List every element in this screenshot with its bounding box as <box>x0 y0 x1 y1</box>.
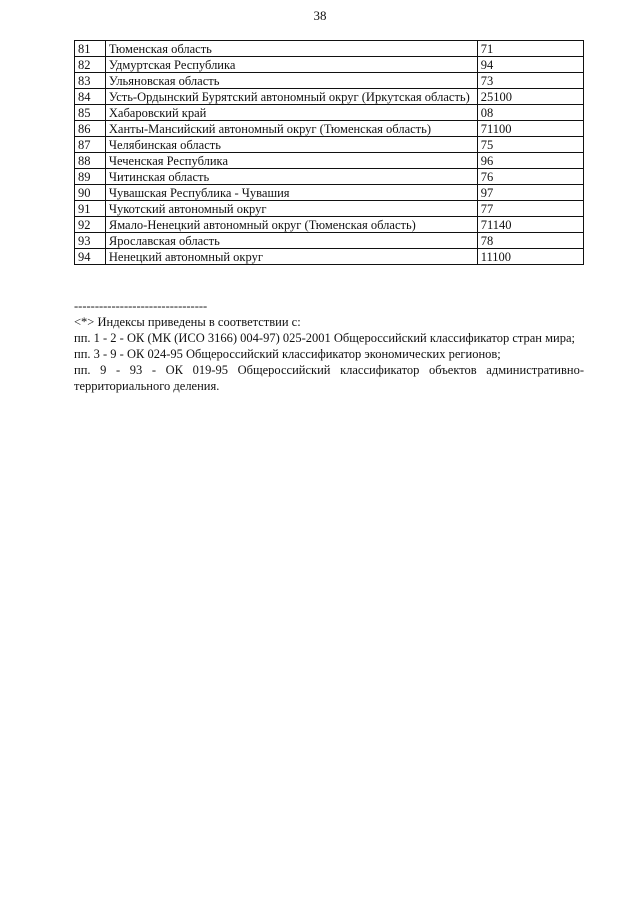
table-row <box>75 121 584 137</box>
table-row <box>75 105 584 121</box>
region-name: Хабаровский край <box>105 105 477 121</box>
region-code: 97 <box>477 185 583 201</box>
region-codes-table <box>74 40 584 265</box>
region-code: 71 <box>477 41 583 57</box>
region-code: 11100 <box>477 249 583 265</box>
region-name: Чеченская Республика <box>105 153 477 169</box>
region-code: 77 <box>477 201 583 217</box>
footnote-intro: <*> Индексы приведены в соответствии с: <box>74 315 301 329</box>
footnote-line-1: пп. 1 - 2 - ОК (МК (ИСО 3166) 004-97) 025-2001 Общероссийский классификатор стран мира; <box>74 331 575 345</box>
footnotes <box>74 298 584 394</box>
footnote-line-3-continued: территориального деления. <box>74 379 220 393</box>
row-number: 87 <box>75 137 106 153</box>
table-row <box>75 233 584 249</box>
region-name: Ульяновская область <box>105 73 477 89</box>
table-row <box>75 137 584 153</box>
table-row <box>75 201 584 217</box>
table-row <box>75 249 584 265</box>
footnote-line-3: пп. 9 - 93 - ОК 019-95 Общероссийский классификатор объектов административно- <box>74 363 584 377</box>
region-name: Чувашская Республика - Чувашия <box>105 185 477 201</box>
row-number: 94 <box>75 249 106 265</box>
page-number: 38 <box>313 8 327 23</box>
region-code: 94 <box>477 57 583 73</box>
row-number: 83 <box>75 73 106 89</box>
row-number: 84 <box>75 89 106 105</box>
table-body <box>75 41 584 265</box>
region-name: Чукотский автономный округ <box>105 201 477 217</box>
row-number: 92 <box>75 217 106 233</box>
table-row <box>75 169 584 185</box>
region-name: Читинская область <box>105 169 477 185</box>
row-number: 85 <box>75 105 106 121</box>
row-number: 82 <box>75 57 106 73</box>
row-number: 93 <box>75 233 106 249</box>
region-code: 08 <box>477 105 583 121</box>
region-code: 76 <box>477 169 583 185</box>
row-number: 88 <box>75 153 106 169</box>
table-row <box>75 73 584 89</box>
row-number: 86 <box>75 121 106 137</box>
footnote-line-2: пп. 3 - 9 - ОК 024-95 Общероссийский классификатор экономических регионов; <box>74 347 501 361</box>
region-name: Ярославская область <box>105 233 477 249</box>
region-code: 71140 <box>477 217 583 233</box>
region-name: Ханты-Мансийский автономный округ (Тюменская область) <box>105 121 477 137</box>
region-code: 96 <box>477 153 583 169</box>
region-name: Ямало-Ненецкий автономный округ (Тюменская область) <box>105 217 477 233</box>
region-name: Удмуртская Республика <box>105 57 477 73</box>
row-number: 91 <box>75 201 106 217</box>
region-name: Тюменская область <box>105 41 477 57</box>
table-row <box>75 217 584 233</box>
row-number: 81 <box>75 41 106 57</box>
region-name: Ненецкий автономный округ <box>105 249 477 265</box>
footnote-separator: -------------------------------- <box>74 299 208 313</box>
region-code: 78 <box>477 233 583 249</box>
table-row <box>75 41 584 57</box>
row-number: 89 <box>75 169 106 185</box>
row-number: 90 <box>75 185 106 201</box>
region-code: 73 <box>477 73 583 89</box>
table-row <box>75 153 584 169</box>
region-name: Усть-Ордынский Бурятский автономный округ (Иркутская область) <box>105 89 477 105</box>
region-name: Челябинская область <box>105 137 477 153</box>
region-code: 25100 <box>477 89 583 105</box>
region-code: 75 <box>477 137 583 153</box>
table-row <box>75 57 584 73</box>
region-code: 71100 <box>477 121 583 137</box>
table-row <box>75 185 584 201</box>
table-row <box>75 89 584 105</box>
